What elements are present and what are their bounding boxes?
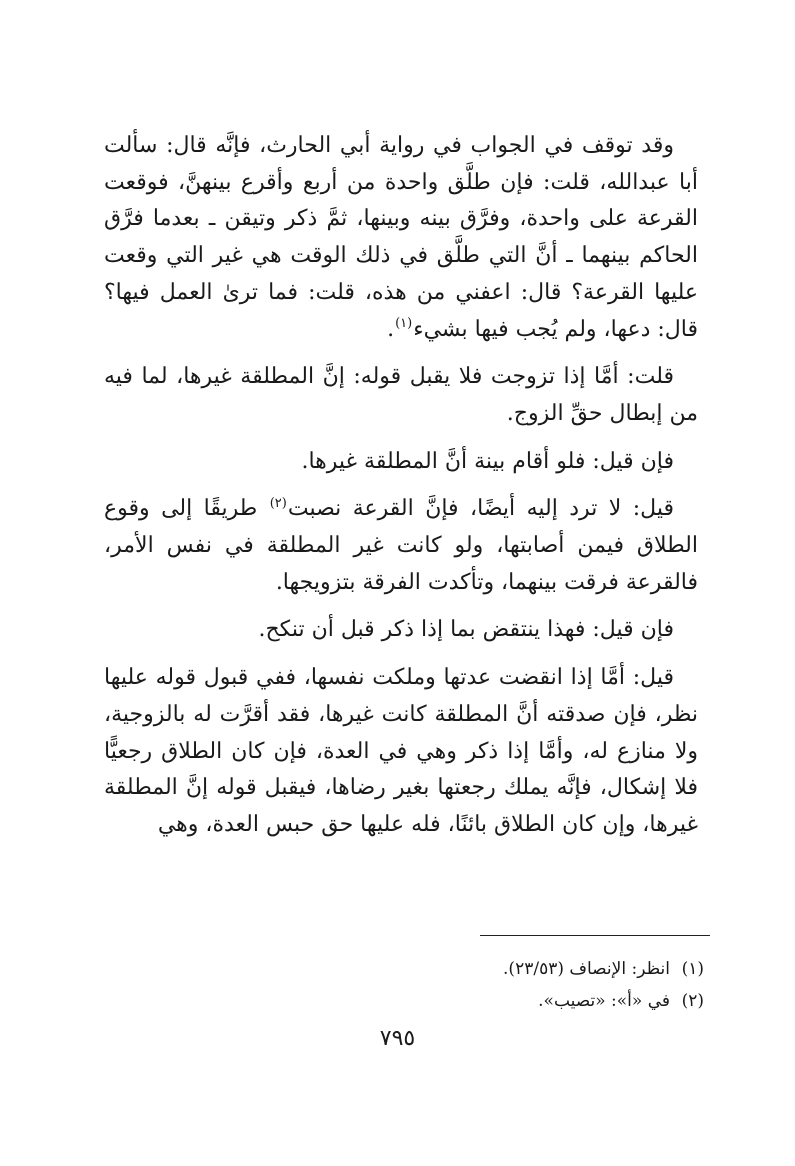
paragraph-3: [104, 444, 698, 481]
paragraph-text: فإن قيل: فهذا ينتقض بما إذا ذكر قبل أن تنكح.: [258, 617, 674, 643]
footnote-2: [104, 985, 704, 1017]
footnote-reference-1[interactable]: (١): [395, 316, 413, 332]
footnote-divider: [480, 935, 710, 936]
paragraph-text: طريقًا إلى وقوع الطلاق فيمن أصابتها، ولو كانت غير المطلقة في نفس الأمر، فالقرعة فرقت بينهما، وتأكدت الفرقة بتزويجها.: [104, 496, 698, 595]
page-number: ٧٩٥: [379, 1026, 416, 1051]
paragraph-text: قيل: لا ترد إليه أيضًا، فإنَّ القرعة نصبت: [287, 496, 674, 522]
paragraph-text: .: [387, 316, 395, 342]
paragraph-text: قلت: أمَّا إذا تزوجت فلا يقبل قوله: إنَّ المطلقة غيرها، لما فيه من إبطال حقِّ الزوج.: [104, 364, 698, 426]
footnote-text: في «أ»: «تصيب».: [538, 991, 670, 1011]
footnote-reference-2[interactable]: (٢): [269, 496, 287, 511]
paragraph-text: وقد توقف في الجواب في رواية أبي الحارث، فإنَّه قال: سألت أبا عبدالله، قلت: فإن طلَّق واحدة من أربع وأقرع بينهنَّ، فوقعت القرعة على واحدة، وفرَّق بينه وبينها، ثمَّ ذكر وتيقن ـ بعدما فرَّق الحاكم بينهما ـ أنَّ التي طلَّق في ذلك الوقت هي غير التي وقعت عليها القرعة؟ قال: اعفني من هذه، قلت: فما ترىٰ العمل فيها؟ قال: دعها، ولم يُجب فيها بشيء: [104, 133, 698, 342]
footnote-text: انظر: الإنصاف (٢٣/٥٣).: [503, 959, 670, 979]
paragraph-2: [104, 359, 698, 432]
footnote-1: [104, 953, 704, 985]
paragraph-1: [104, 128, 698, 348]
paragraph-text: فإن قيل: فلو أقام بينة أنَّ المطلقة غيرها.: [301, 448, 674, 474]
paragraph-5: [104, 612, 698, 649]
paragraph-text: قيل: أمَّا إذا انقضت عدتها وملكت نفسها، ففي قبول قوله عليها نظر، فإن صدقته أنَّ المطلقة كانت غيرها، فقد أقرَّت له بالزوجية، ولا منازع له، وأمَّا إذا ذكر وهي في العدة، فإن كان الطلاق رجعيًّا فلا إشكال، فإنَّه يملك رجعتها بغير رضاها، فيقبل قوله إنَّ المطلقة غيرها، وإن كان الطلاق بائنًا، فله عليها حق حبس العدة، وهي: [104, 665, 698, 837]
footnotes: [104, 953, 704, 1017]
footnote-number: (٢): [681, 991, 704, 1011]
footnote-number: (١): [681, 959, 704, 979]
main-text: [104, 128, 698, 844]
paragraph-4: [104, 491, 698, 601]
paragraph-6: [104, 660, 698, 844]
